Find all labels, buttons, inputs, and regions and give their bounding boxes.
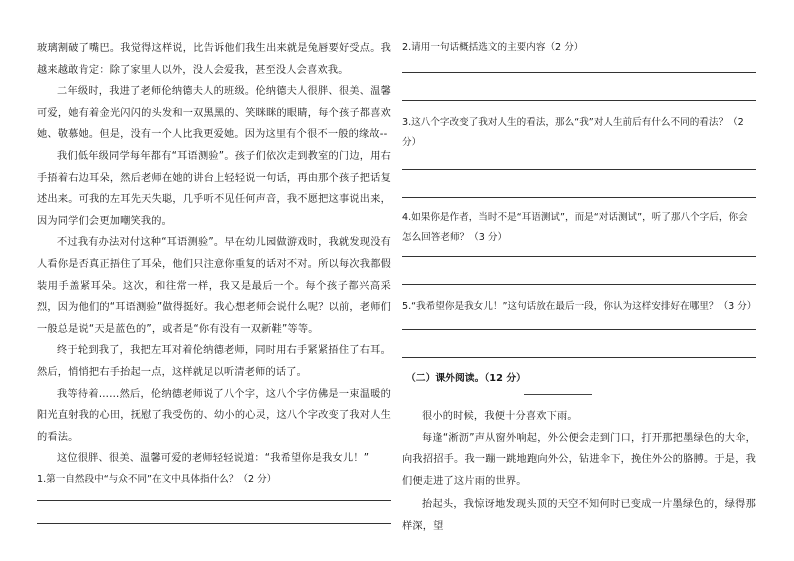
question-4: 4.如果你是作者，当时不是“耳语测试”，而是“对话测试”，听了那八个字后，你会怎么回答老师？（3 分）: [402, 212, 748, 243]
answer-line-q5-b[interactable]: [402, 357, 756, 358]
passage-title-blank: [524, 394, 592, 395]
question-5: 5.“我希望你是我女儿！”这句话放在最后一段，你认为这样安排好在哪里？（3 分）: [402, 301, 757, 312]
answer-line-q3-a[interactable]: [402, 169, 756, 170]
passage-paragraph-3: 我们低年级同学每年都有“耳语测验”。孩子们依次走到教室的门边，用右手捂着右边耳朵，然后老师在她的讲台上轻轻说一句话，再由那个孩子把话复述出来。可我的左耳先天失聪，几乎听不见任何声音，我不愿把这事说出来，因为同学们会更加嘲笑我的。: [37, 150, 391, 227]
passage-paragraph-2: 二年级时，我进了老师伦纳德夫人的班级。伦纳德夫人很胖、很美、温馨可爱，她有着金光闪闪的头发和一双黑黑的、笑眯眯的眼睛，每个孩子都喜欢她、敬慕她。但是，没有一个人比我更爱她。因为这里有个很不一般的缘故--: [37, 86, 391, 141]
question-2: 2.请用一句话概括选文的主要内容（2 分）: [402, 42, 584, 53]
question-1: 1.第一自然段中“与众不同”在文中具体指什么？（2 分）: [37, 473, 277, 485]
section-title-extracurricular: （二）课外阅读。（12 分）: [406, 373, 526, 384]
passage-title-area: [402, 384, 756, 400]
reading-paragraph-1: 很小的时候，我便十分喜欢下雨。: [422, 411, 578, 422]
answer-line-q4-a[interactable]: [402, 256, 756, 257]
answer-line-q4-b[interactable]: [402, 284, 756, 285]
passage-paragraph-6: 我等待着……然后，伦纳德老师说了八个字，这八个字仿佛是一束温暖的阳光直射我的心田，抚慰了我受伤的、幼小的心灵，这八个字改变了我对人生的看法。: [37, 388, 391, 443]
passage-paragraph-1: 玻璃割破了嘴巴。我觉得这样说，比告诉他们我生出来就是兔唇要好受点。我越来越敢肯定：除了家里人以外，没人会爱我，甚至没人会喜欢我。: [37, 43, 391, 76]
left-column: [37, 38, 391, 524]
answer-line-q2-a[interactable]: [402, 72, 756, 73]
right-column: [402, 38, 756, 538]
answer-line-q1-b[interactable]: [37, 523, 391, 524]
question-3: 3.这八个字改变了我对人生的看法，那么“我”对人生前后有什么不同的看法？（2 分）: [402, 117, 744, 148]
passage-paragraph-5: 终于轮到我了，我把左耳对着伦纳德老师，同时用右手紧紧捂住了右耳。然后，悄悄把右手抬起一点，这样就足以听清老师的话了。: [37, 345, 391, 378]
answer-line-q1-a[interactable]: [37, 500, 391, 501]
answer-line-q3-b[interactable]: [402, 197, 756, 198]
reading-paragraph-3: 抬起头，我惊讶地发现头顶的天空不知何时已变成一片墨绿色的，绿得那样深，望: [402, 499, 756, 532]
passage-paragraph-7: 这位很胖、很美、温馨可爱的老师轻轻说道：“我希望你是我女儿！”: [57, 453, 370, 465]
reading-paragraph-2: 每逢“淅沥”声从窗外响起，外公便会走到门口，打开那把墨绿色的大伞，向我招招手。我一蹦一跳地跑向外公，钻进伞下，挽住外公的胳膊。于是，我们便走进了这片雨的世界。: [402, 432, 756, 487]
passage-paragraph-4: 不过我有办法对付这种“耳语测验”。早在幼儿园做游戏时，我就发现没有人看你是否真正捂住了耳朵，他们只注意你重复的话对不对。所以每次我都假装用手盖紧耳朵。这次，和往常一样，我又是最后一个。每个孩子都兴高采烈，因为他们的“耳语测验”做得挺好。我心想老师会说什么呢？以前，老师们一般总是说“天是蓝色的”，或者是“你有没有一双新鞋”等等。: [37, 237, 391, 335]
answer-line-q5-a[interactable]: [402, 329, 756, 330]
answer-line-q2-b[interactable]: [402, 100, 756, 101]
